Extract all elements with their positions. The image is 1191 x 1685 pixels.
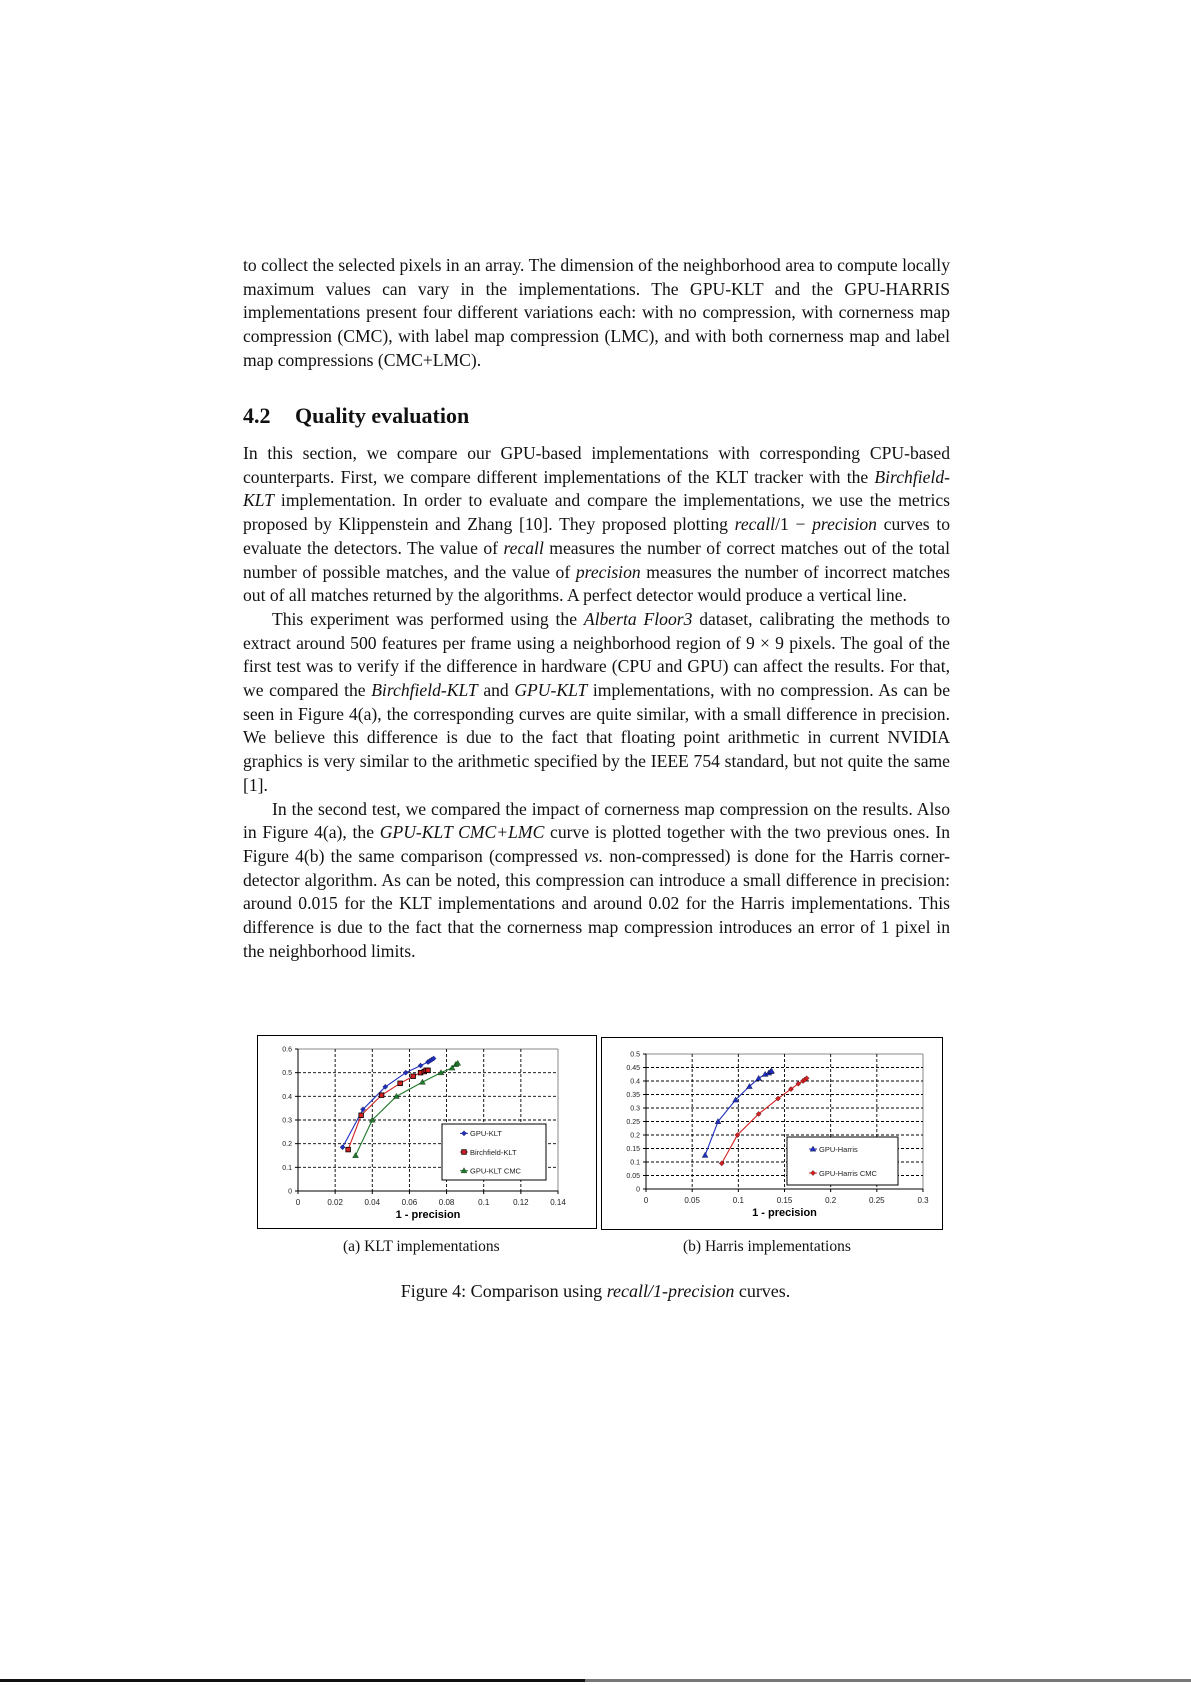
legend-label: GPU-Harris xyxy=(819,1144,858,1154)
y-tick-label: 0 xyxy=(636,1186,640,1194)
y-tick-label: 0.1 xyxy=(282,1164,292,1172)
x-tick-label: 0.14 xyxy=(550,1198,566,1207)
y-tick-label: 0 xyxy=(288,1188,292,1196)
x-tick-label: 0.04 xyxy=(364,1198,381,1207)
legend-label: GPU-KLT CMC xyxy=(470,1166,521,1176)
paragraph-intro xyxy=(243,254,950,373)
subcaption-b: (b) Harris implementations xyxy=(683,1238,851,1255)
x-tick-label: 0.02 xyxy=(327,1198,343,1207)
x-tick-label: 0.15 xyxy=(776,1196,793,1205)
chart-frame-harris xyxy=(601,1037,943,1230)
x-tick-label: 0.25 xyxy=(869,1196,885,1205)
x-axis-label: 1 - precision xyxy=(752,1207,817,1219)
chart-legend xyxy=(787,1137,898,1185)
y-tick-label: 0.05 xyxy=(626,1173,640,1180)
y-tick-label: 0.3 xyxy=(630,1105,640,1113)
x-tick-label: 0.12 xyxy=(513,1198,529,1207)
section-heading xyxy=(243,403,469,429)
section-title: Quality evaluation xyxy=(295,403,470,428)
paragraph-text: to collect the selected pixels in an array. The dimension of the neighborhood area to compute locally maximum values can vary in the implementations. The GPU-KLT and the GPU-HARRIS implementations present four different variations each: with no compression, with cornerness map compression (CMC), with label map compression (LMC), and with both cornerness map and label map compressions (CMC+LMC). xyxy=(243,255,950,370)
y-tick-label: 0.45 xyxy=(626,1065,640,1072)
y-tick-label: 0.15 xyxy=(626,1146,640,1153)
y-tick-label: 0.4 xyxy=(282,1093,292,1101)
x-axis-label: 1 - precision xyxy=(395,1209,461,1221)
section-number: 4.2 xyxy=(243,403,271,428)
y-tick-label: 0.25 xyxy=(626,1119,640,1126)
y-tick-label: 0.1 xyxy=(630,1159,640,1167)
x-tick-label: 0 xyxy=(643,1196,649,1205)
legend-label: GPU-Harris CMC xyxy=(819,1168,877,1178)
y-tick-label: 0.5 xyxy=(630,1051,640,1059)
x-tick-label: 0.1 xyxy=(478,1198,490,1207)
y-tick-label: 0.4 xyxy=(630,1078,640,1086)
y-tick-label: 0.2 xyxy=(282,1141,292,1149)
x-tick-label: 0.1 xyxy=(732,1196,744,1205)
paragraph-second-test: In the second test, we compared the impact of cornerness map compression on the results. Also in Figure 4(a), the GPU-KLT CMC+LMC curve is plotted together with the two previous ones. In Figure 4(b) the same comparison (compressed vs. non-compressed) is done for the Harris corner-detector algorithm. As can be noted, this compression can introduce a small difference in precision: around 0.015 for the KLT implementations and around 0.02 for the Harris implementations. This difference is due to the fact that the cornerness map compression introduces an error of 1 pixel in the neighborhood limits. xyxy=(243,798,950,961)
subcaption-a: (a) KLT implementations xyxy=(343,1238,500,1255)
legend-label: GPU-KLT xyxy=(470,1129,502,1139)
x-tick-label: 0.3 xyxy=(917,1196,929,1205)
page-bottom-bar xyxy=(0,1679,1191,1682)
figure-caption: Figure 4: Comparison using recall/1-precision curves. xyxy=(400,1281,791,1301)
chart-klt-implementations xyxy=(258,1036,596,1228)
legend-label: Birchfield-KLT xyxy=(470,1147,517,1157)
x-tick-label: 0 xyxy=(295,1198,301,1207)
chart-frame-klt xyxy=(257,1035,597,1229)
y-tick-label: 0.2 xyxy=(630,1132,640,1140)
chart-legend xyxy=(442,1124,546,1180)
x-tick-label: 0.08 xyxy=(438,1198,455,1207)
paragraph-quality-intro xyxy=(243,442,950,963)
y-tick-label: 0.5 xyxy=(282,1070,292,1078)
series-birchfield-klt xyxy=(346,1068,430,1152)
x-tick-label: 0.06 xyxy=(401,1198,418,1207)
y-tick-label: 0.6 xyxy=(282,1046,292,1054)
y-tick-label: 0.3 xyxy=(282,1117,292,1125)
x-tick-label: 0.05 xyxy=(684,1196,700,1205)
chart-harris-implementations xyxy=(602,1038,942,1229)
paragraph-text: In this section, we compare our GPU-based implementations with corresponding CPU-based counterparts. First, we compare different implementations of the KLT tracker with the Birchfield-KLT implementation. In order to evaluate and compare the implementations, we use the metrics proposed by Klippenstein and Zhang [10]. They proposed plotting recall/1 − precision curves to evaluate the detectors. The value of recall measures the number of correct matches out of the total number of possible matches, and the value of precision measures the number of incorrect matches out of all matches returned by the algorithms. A perfect detector would produce a vertical line. xyxy=(243,443,951,606)
y-tick-label: 0.35 xyxy=(626,1092,640,1099)
x-tick-label: 0.2 xyxy=(825,1196,837,1205)
paragraph-experiment: This experiment was performed using the Alberta Floor3 dataset, calibrating the methods to extract around 500 features per frame using a neighborhood region of 9 × 9 pixels. The goal of the first test was to verify if the difference in hardware (CPU and GPU) can affect the results. For that, we compared the Birchfield-KLT and GPU-KLT implementations, with no compression. As can be seen in Figure 4(a), the corresponding curves are quite similar, with a small difference in precision. We believe this difference is due to the fact that floating point arithmetic in current NVIDIA graphics is very similar to the arithmetic specified by the IEEE 754 standard, but not quite the same [1]. xyxy=(243,608,950,795)
